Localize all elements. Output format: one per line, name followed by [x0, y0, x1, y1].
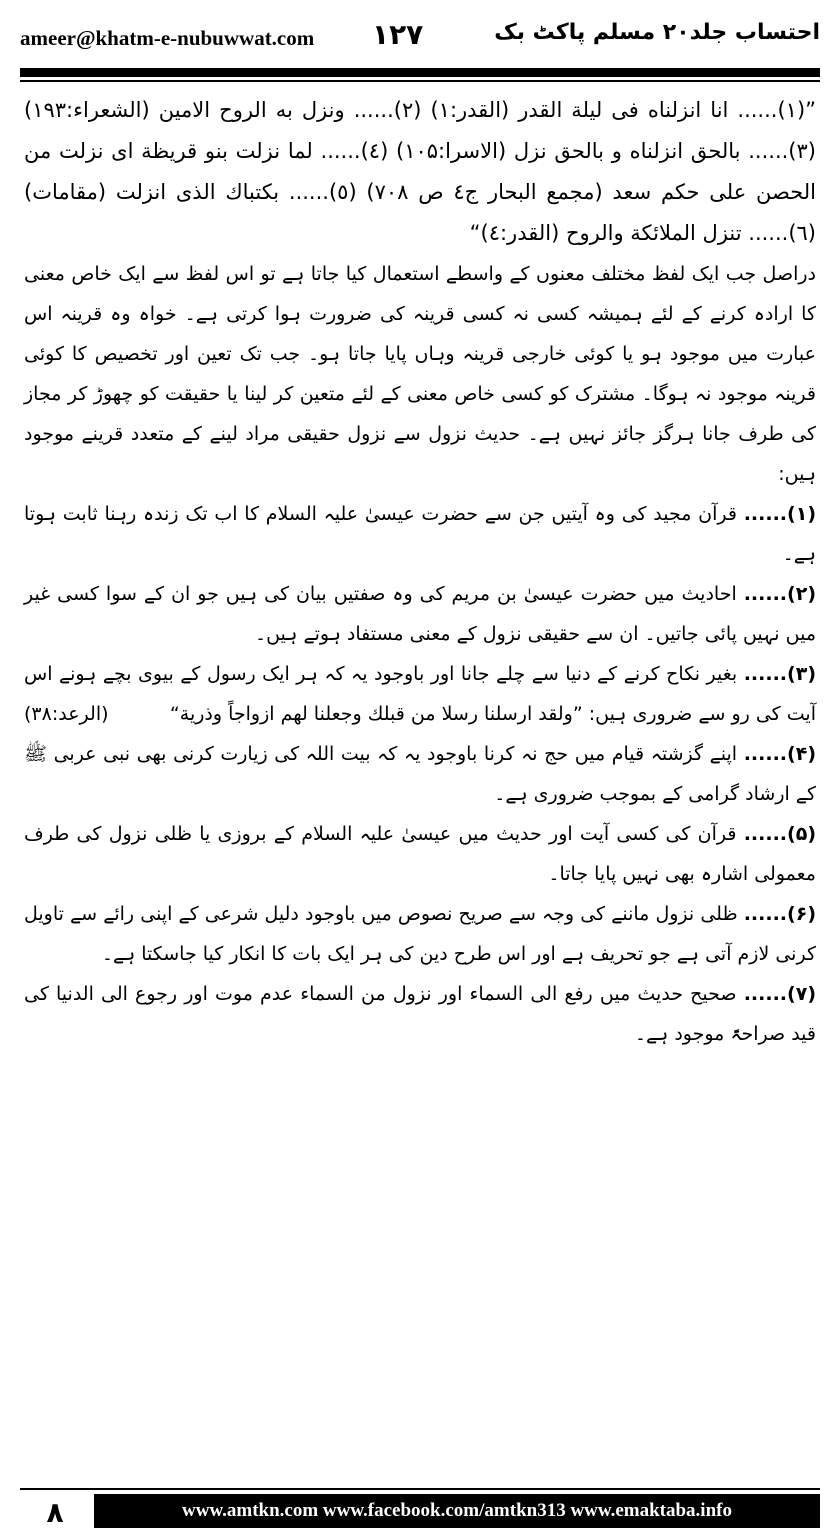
header-book-title: احتساب جلد۲۰ مسلم پاکٹ بک [494, 20, 820, 45]
item-number: (۶)...... [743, 903, 816, 925]
header-thick-rule [20, 68, 820, 77]
item-number: (۵)...... [743, 823, 816, 845]
footer-number-box [20, 1494, 90, 1530]
item-text: قرآن کی کسی آیت اور حدیث میں عیسیٰ علیہ السلام کے بروزی یا ظلی نزول کی طرف معمولی اشارہ بھی نہیں پایا جاتا۔ [24, 823, 816, 885]
item-number: (۲)...... [743, 583, 816, 605]
item-reference: (الرعد:۳۸) [24, 703, 109, 725]
page-footer [20, 1488, 820, 1528]
page-body [24, 90, 816, 1054]
list-item [24, 734, 816, 814]
page-header [20, 0, 820, 72]
item-text: صحیح حدیث میں رفع الی السماء اور نزول من السماء عدم موت اور رجوع الی الدنیا کی قید صراحۃً موجود ہے۔ [24, 983, 816, 1045]
header-email: ameer@khatm-e-nubuwwat.com [20, 26, 315, 50]
list-item [24, 814, 816, 894]
header-page-number: ۱۲۷ [372, 18, 424, 51]
item-number: (۱)...... [743, 503, 816, 525]
item-number: (۴)...... [743, 743, 816, 765]
footer-links-bar: www.amtkn.com www.facebook.com/amtkn313 www.emaktaba.info [94, 1494, 820, 1528]
intro-paragraph: دراصل جب ایک لفظ مختلف معنوں کے واسطے استعمال کیا جاتا ہے تو اس لفظ سے ایک خاص معنی کا ارادہ کرنے کے لئے ہمیشہ کسی نہ کسی قرینہ کی ضرورت ہوا کرتی ہے۔ خواہ وہ قرینہ اس عبارت میں موجود ہو یا کوئی خارجی قرینہ وہاں پایا جاتا ہو۔ جب تک تعین اور تخصیص کا کوئی قرینہ موجود نہ ہوگا۔ مشترک کو کسی خاص معنی کے لئے متعین کر لینا یا حقیقت کو چھوڑ کر مجاز کی طرف جانا ہرگز جائز نہیں ہے۔ حدیث نزول سے نزول حقیقی مراد لینے کے متعدد قرینے موجود ہیں: [24, 263, 816, 485]
header-thin-rule [20, 80, 820, 82]
list-item [24, 974, 816, 1054]
item-text: بغیر نکاح کرنے کے دنیا سے چلے جانا اور باوجود یہ کہ ہر ایک رسول کے بیوی بچے ہونے اس آیت کی رو سے ضروری ہیں: ”ولقد ارسلنا رسلا من قبلك وجعلنا لهم ازواجاً وذریة“ [24, 663, 816, 725]
item-text: احادیث میں حضرت عیسیٰ بن مریم کی وہ صفتیں بیان کی ہیں جو ان کے سوا کسی غیر میں نہیں پائی جاتیں۔ ان سے حقیقی نزول کے معنی مستفاد ہوتے ہیں۔ [24, 583, 816, 645]
item-text: اپنے گزشتہ قیام میں حج نہ کرنا باوجود یہ کہ بیت اللہ کی زیارت کرنی بھی نبی عربی ﷺ کے ارشاد گرامی کے بموجب ضروری ہے۔ [24, 743, 816, 805]
item-number: (۷)...... [743, 983, 816, 1005]
arabic-quotation: ”(۱)...... انا انزلناه فی لیلة القدر (القدر:۱) (۲)...... ونزل به الروح الامین (الشعراء:۱۹۳) (۳)...... بالحق انزلناه و بالحق نزل (الاسرا:۱۰۵) (٤)...... لما نزلت بنو قریظة ای نزلت من الحصن علی حکم سعد (مجمع البحار ج٤ ص ۷۰۸) (٥)...... بکتباك الذی انزلت (مقامات) (٦)...... تنزل الملائکة والروح (القدر:٤)“ [24, 98, 817, 245]
list-item [24, 494, 816, 574]
footer-number: ۸ [46, 1495, 64, 1529]
item-text: قرآن مجید کی وہ آیتیں جن سے حضرت عیسیٰ علیہ السلام کا اب تک زندہ رہنا ثابت ہوتا ہے۔ [24, 503, 816, 565]
item-number: (۳)...... [743, 663, 816, 685]
footer-rule [20, 1488, 820, 1490]
list-item [24, 574, 816, 654]
list-item [24, 654, 816, 734]
list-item [24, 894, 816, 974]
item-text: ظلی نزول ماننے کی وجہ سے صریح نصوص میں باوجود دلیل شرعی کے اپنی رائے سے تاویل کرنی لازم آتی ہے جو تحریف ہے اور اس طرح دین کی ہر ایک بات کا انکار کیا جاسکتا ہے۔ [24, 903, 816, 965]
